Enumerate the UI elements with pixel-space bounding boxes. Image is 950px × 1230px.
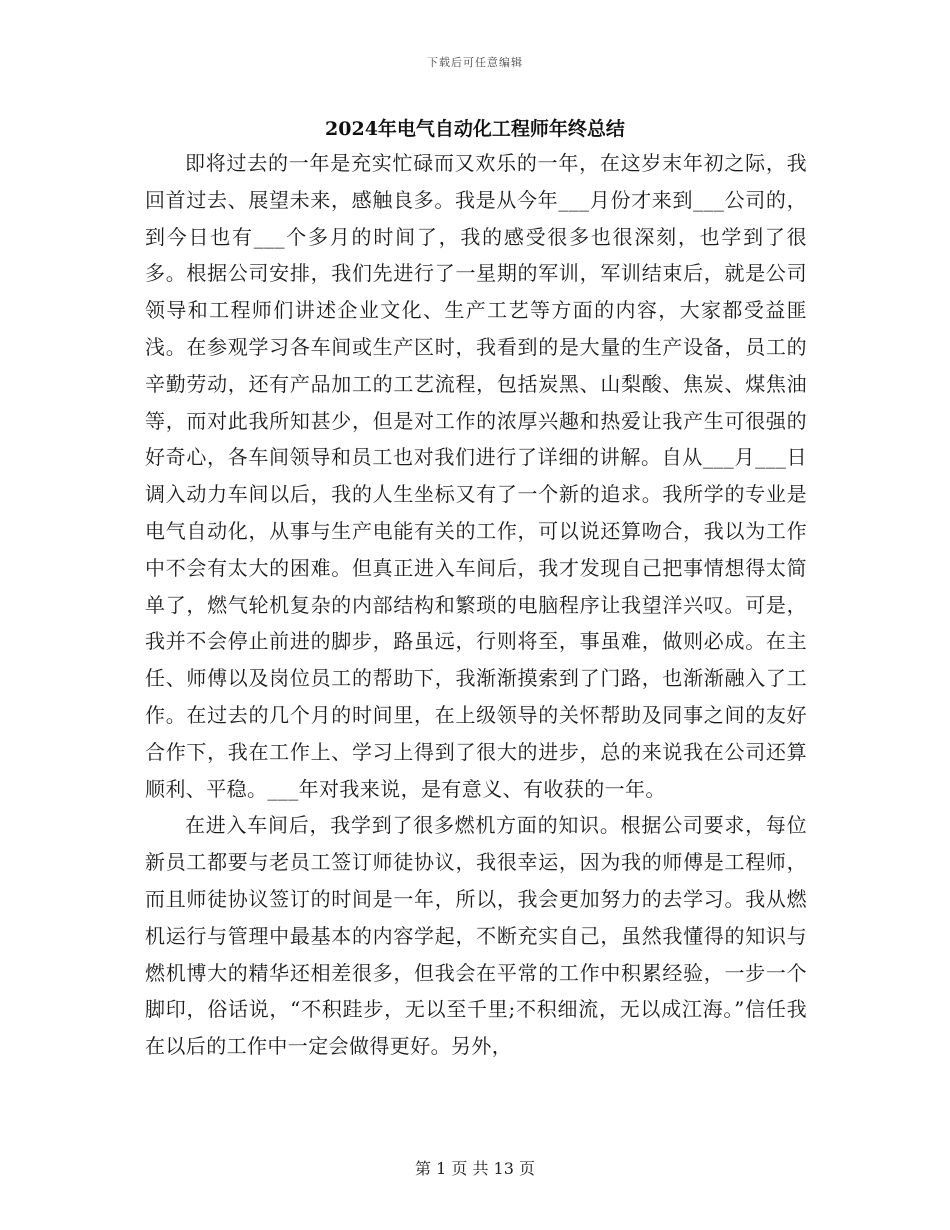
body-paragraph-2: 在进入车间后，我学到了很多燃机方面的知识。根据公司要求，每位新员工都要与老员工签订师徒协议，我很幸运，因为我的师傅是工程师，而且师徒协议签订的时间是一年，所以，我会更加努力的去学习。我从燃机运行与管理中最基本的内容学起，不断充实自己，虽然我懂得的知识与燃机博大的精华还相差很多，但我会在平常的工作中积累经验，一步一个脚印，俗话说，“不积跬步，无以至千里;不积细流，无以成江海。”信任我在以后的工作中一定会做得更好。另外， [145, 813, 807, 1059]
body-paragraph-1: 即将过去的一年是充实忙碌而又欢乐的一年，在这岁末年初之际，我回首过去、展望未来，感触良多。我是从今年___月份才来到___公司的，到今日也有___个多月的时间了，我的感受很多也很深刻，也学到了很多。根据公司安排，我们先进行了一星期的军训，军训结束后，就是公司领导和工程师们讲述企业文化、生产工艺等方面的内容，大家都受益匪浅。在参观学习各车间或生产区时，我看到的是大量的生产设备，员工的辛勤劳动，还有产品加工的工艺流程，包括炭黑、山梨酸、焦炭、煤焦油等，而对此我所知甚少，但是对工作的浓厚兴趣和热爱让我产生可很强的好奇心，各车间领导和员工也对我们进行了详细的讲解。自从___月___日调入动力车间以后，我的人生坐标又有了一个新的追求。我所学的专业是电气自动化，从事与生产电能有关的工作，可以说还算吻合，我以为工作中不会有太大的困难。但真正进入车间后，我才发现自己把事情想得太简单了，燃气轮机复杂的内部结构和繁琐的电脑程序让我望洋兴叹。可是，我并不会停止前进的脚步，路虽远，行则将至，事虽难，做则必成。在主任、师傅以及岗位员工的帮助下，我渐渐摸索到了门路，也渐渐融入了工作。在过去的几个月的时间里，在上级领导的关怀帮助及同事之间的友好合作下，我在工作上、学习上得到了很大的进步，总的来说我在公司还算顺利、平稳。___年对我来说，是有意义、有收获的一年。 [145, 151, 807, 801]
document-title: 2024年电气自动化工程师年终总结 [325, 118, 625, 140]
page-number-footer: 第 1 页 共 13 页 [415, 1159, 535, 1178]
page-header-note: 下载后可任意编辑 [427, 56, 523, 69]
document-body [145, 145, 807, 1065]
